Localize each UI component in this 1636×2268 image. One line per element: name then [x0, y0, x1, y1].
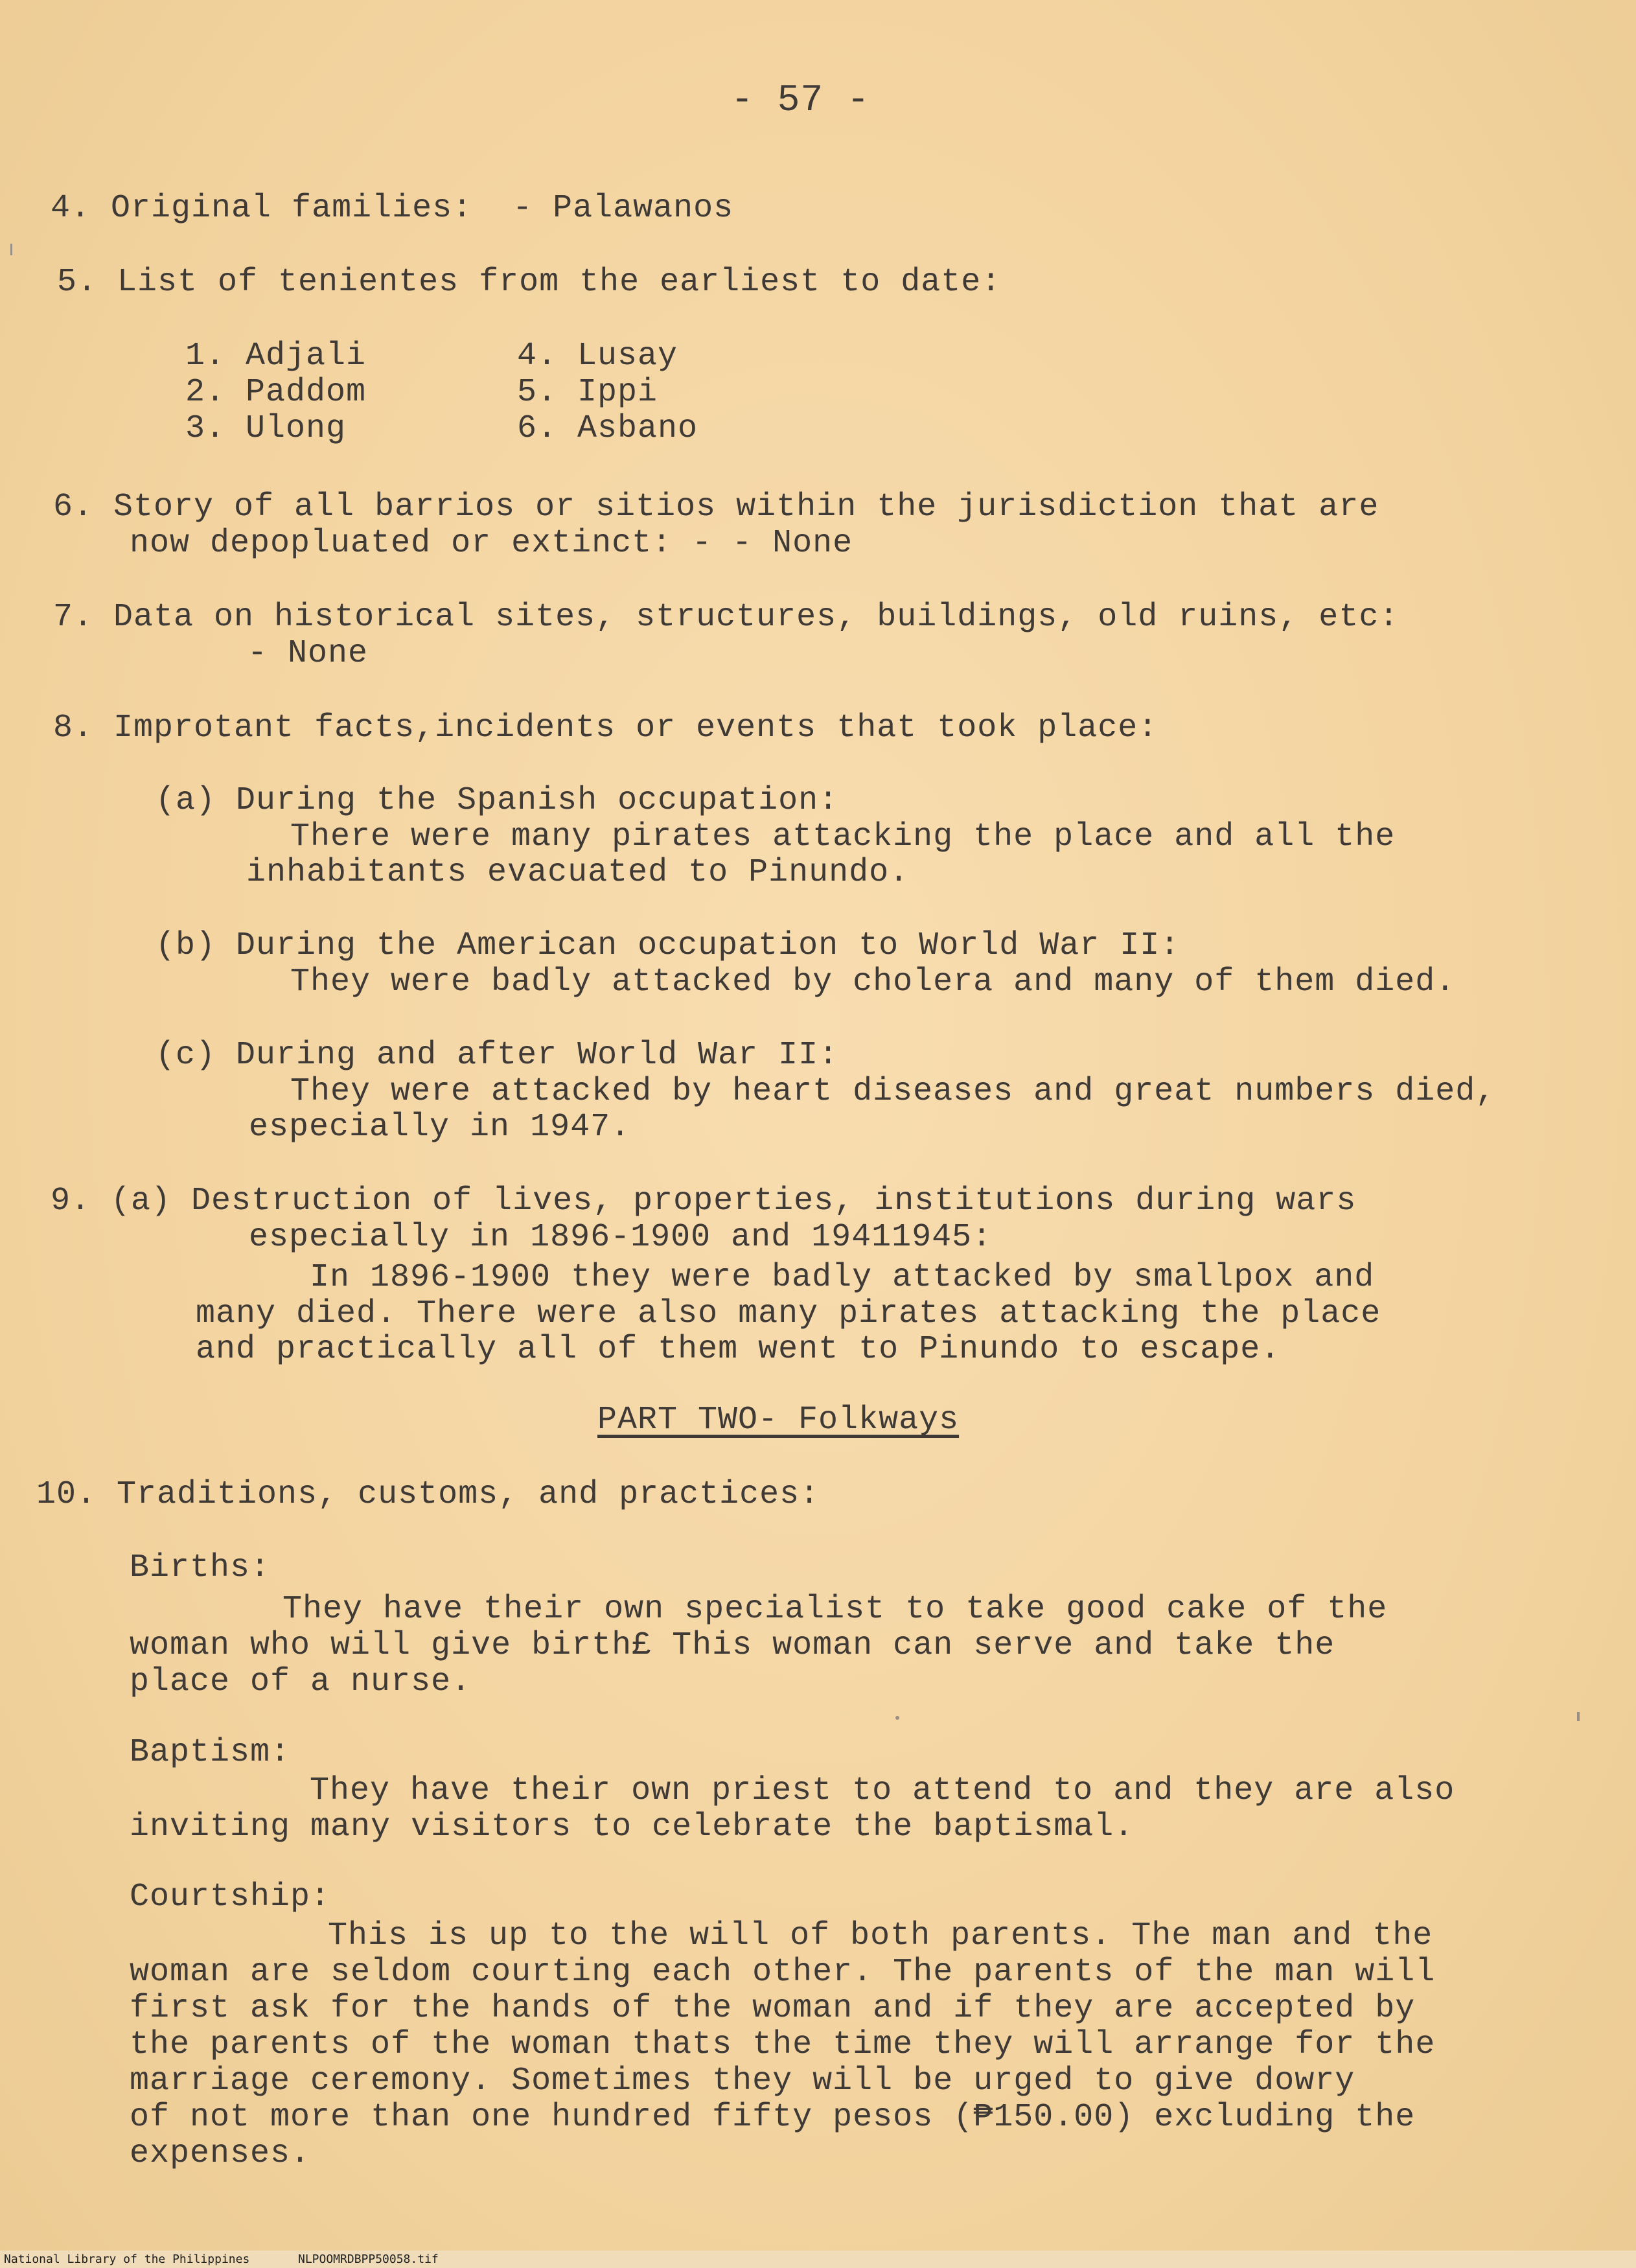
- item-9-line-5: and practically all of them went to Pinundo to escape.: [196, 1331, 1281, 1368]
- ink-speck: [10, 244, 12, 255]
- births-line-1: They have their own specialist to take good cake of the: [282, 1591, 1388, 1628]
- teniente-item: 2. Paddom: [185, 374, 367, 411]
- teniente-item: 6. Asbano: [517, 410, 698, 447]
- teniente-item: 3. Ulong: [185, 410, 347, 447]
- courtship-line-1: This is up to the will of both parents. The man and the: [328, 1917, 1433, 1954]
- courtship-line-7: expenses.: [130, 2135, 311, 2172]
- item-8a-line-1: There were many pirates attacking the place and all the: [290, 818, 1396, 855]
- item-8-heading: 8. Improtant facts,incidents or events that took place:: [53, 710, 1158, 746]
- baptism-line-1: They have their own priest to attend to and they are also: [310, 1772, 1455, 1809]
- births-line-3: place of a nurse.: [130, 1663, 472, 1700]
- item-8c-line-1: They were attacked by heart diseases and great numbers died,: [290, 1073, 1496, 1110]
- courtship-line-2: woman are seldom courting each other. The parents of the man will: [130, 1954, 1436, 1991]
- item-7-line-1: 7. Data on historical sites, structures, buildings, old ruins, etc:: [53, 599, 1400, 636]
- courtship-line-3: first ask for the hands of the woman and if they are accepted by: [130, 1990, 1416, 2027]
- item-9-line-1: 9. (a) Destruction of lives, properties, institutions during wars: [51, 1183, 1357, 1220]
- item-9-line-3: In 1896-1900 they were badly attacked by smallpox and: [310, 1259, 1375, 1296]
- item-8b-line-1: They were badly attacked by cholera and many of them died.: [290, 964, 1456, 1001]
- item-8c-line-2: especially in 1947.: [249, 1109, 631, 1146]
- ink-speck: [1577, 1712, 1580, 1721]
- item-10-heading: 10. Traditions, customs, and practices:: [36, 1476, 820, 1513]
- item-9-line-2: especially in 1896-1900 and 19411945:: [249, 1219, 993, 1256]
- courtship-line-4: the parents of the woman thats the time they will arrange for the: [130, 2026, 1436, 2063]
- teniente-item: 5. Ippi: [517, 374, 658, 411]
- item-7-line-2: - None: [248, 635, 369, 672]
- births-heading: Births:: [130, 1549, 271, 1586]
- teniente-item: 1. Adjali: [185, 338, 367, 375]
- item-8a-heading: (a) During the Spanish occupation:: [156, 782, 839, 819]
- footer-library-name: National Library of the Philippines: [4, 2252, 250, 2266]
- baptism-line-2: inviting many visitors to celebrate the baptismal.: [130, 1809, 1135, 1846]
- item-8b-heading: (b) During the American occupation to World War II:: [156, 927, 1181, 964]
- item-4-original-families: 4. Original families: - Palawanos: [51, 190, 734, 227]
- part-two-heading: PART TWO- Folkways: [597, 1402, 960, 1439]
- item-5-tenientes-heading: 5. List of tenientes from the earliest to date:: [57, 264, 1002, 301]
- item-6-line-1: 6. Story of all barrios or sitios within the jurisdiction that are: [53, 489, 1379, 526]
- item-9-line-4: many died. There were also many pirates attacking the place: [196, 1295, 1381, 1332]
- courtship-line-5: marriage ceremony. Sometimes they will be urged to give dowry: [130, 2063, 1355, 2100]
- item-8c-heading: (c) During and after World War II:: [156, 1037, 839, 1074]
- baptism-heading: Baptism:: [130, 1734, 291, 1771]
- item-6-line-2: now depopluated or extinct: - - None: [130, 525, 853, 562]
- courtship-heading: Courtship:: [130, 1879, 331, 1915]
- ink-speck: [895, 1716, 899, 1720]
- courtship-line-6: of not more than one hundred fifty pesos (₱150.00) excluding the: [130, 2099, 1416, 2136]
- scan-footer: [0, 2251, 1636, 2268]
- teniente-item: 4. Lusay: [517, 338, 678, 375]
- item-8a-line-2: inhabitants evacuated to Pinundo.: [246, 854, 910, 891]
- footer-file-name: NLPOOMRDBPP50058.tif: [298, 2252, 439, 2266]
- births-line-2: woman who will give birth£ This woman can serve and take the: [130, 1627, 1335, 1664]
- page-number: - 57 -: [731, 80, 870, 122]
